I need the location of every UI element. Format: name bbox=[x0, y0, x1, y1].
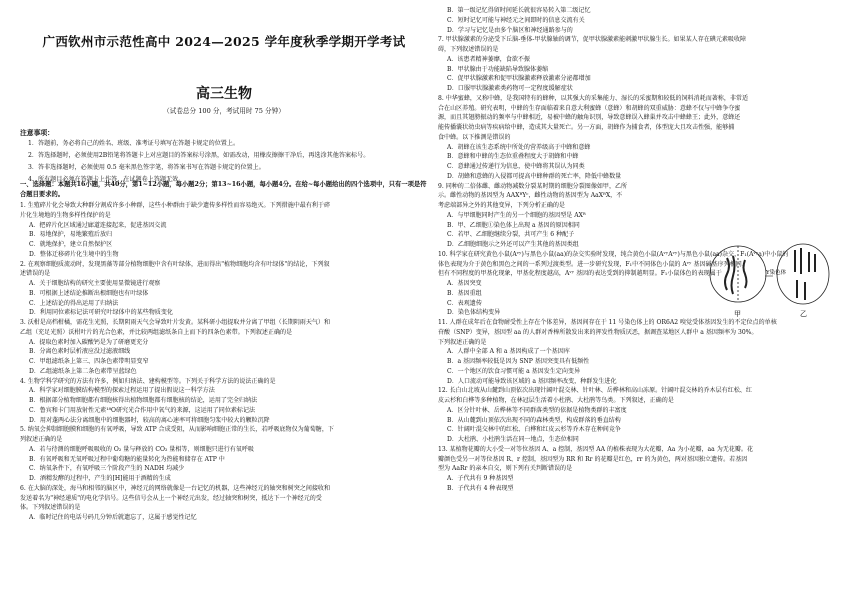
question-line: B．甲状腺由于功能缺陷导致腺体萎缩 bbox=[447, 65, 549, 73]
question-line: A．把碎片化区域通过廊道连接起来，促进基因交流 bbox=[29, 221, 167, 229]
notice-list bbox=[28, 138, 428, 186]
question-line: A．提取色素时加入碳酸钙是为了研磨更充分 bbox=[29, 338, 149, 346]
question-line: B．易地保护，易地繁殖后放归 bbox=[29, 231, 113, 239]
question-line: A．基因突变 bbox=[447, 280, 482, 287]
question-line: A．区分针叶林、岳桦林等不同群落类型的依据是植物类群的丰富度 bbox=[447, 406, 627, 414]
question-line: 考虑端部异之外的其他变异，下列分析正确的是 bbox=[438, 202, 565, 209]
question-line: 4. 生物学科学研究的方法有许多，例如归纳法、建构模型等。下列关于科学方法的说法正确的是 bbox=[20, 377, 276, 385]
question-line: 型为 AaRr 的亲本自交，则下列有关判断错误的是 bbox=[438, 465, 573, 473]
question-line: 6. 在大脑的深处，海马和相邻的脑区中，神经元的网络就像是一台记忆的机器，这些神经元的轴突和树突之间接收和 bbox=[20, 484, 331, 492]
question-line: 源，而且其翅膀振动的频率与中蜂相近，易被中蜂的触角识别，导致意蜂误入蜂巢并攻击中蜂蜂王；此外，意蜂还 bbox=[438, 114, 741, 122]
section-heading: 一、选择题：本题共16小题，共40分，第1~12小题，每小题2分；第13~16小题，每小题4分。在给~每小题给出的四个选项中，只有一项是符合题目要求的。 bbox=[20, 181, 427, 198]
question-line: B．根据部分植物细胞都有细胞核得出植物细胞都有细胞核的结论，运用了完全归纳法 bbox=[29, 397, 258, 404]
cell-division-figure bbox=[705, 236, 835, 318]
question-line: 食中蜂。以下推测是错误的 bbox=[438, 133, 511, 141]
question-line: 9. 同种的二倍体雌、雌动物减数分裂某时期的细胞分裂图像如甲，乙所 bbox=[438, 182, 628, 190]
question-line: 碍，下列叙述错误的是 bbox=[438, 46, 499, 53]
question-line: 11. 人群在成年后在食物耐受性上存在个体差异，基因间存在于 11 号染色体上的 OR6A2 嗅觉受体基因发生的不定位点的单核 bbox=[438, 319, 777, 326]
question-line: 合在山区养殖。研究表明，中蜂的生存面临着来自意大利蜜蜂（意蜂）和胡蜂的双重威胁：意蜂不仅与中蜂争夺蜜 bbox=[438, 104, 741, 112]
question-line: A．临时记住的电话号码几分钟后就遗忘了，这属于感觉性记忆 bbox=[29, 514, 197, 521]
question-line: C．上述结论的得出运用了归纳法 bbox=[29, 299, 119, 307]
question-line: A．关于细胞结构的研究主要使用显微镜进行观察 bbox=[29, 280, 161, 287]
question-line: B．a 基因频率较低是因为 SNP 基因突变具有低频性 bbox=[447, 358, 590, 365]
figure-label-a: 甲 bbox=[734, 310, 741, 318]
question-line: C．表观遗传 bbox=[447, 299, 482, 307]
question-line: 体色表现为介于黄色和黑色之间的一系列过渡类型。进一步研究发现，F₁中不同体色小鼠的 Aᵛʸ 基因碱基序列相同， bbox=[438, 260, 748, 268]
question-line: 列叙述正确的是 bbox=[20, 436, 63, 443]
question-line: B．第一级记忆得留时间延长就很容易转入第二级记忆 bbox=[447, 7, 591, 14]
question-line: D．胡蜂和意蜂的入侵都可提高中蜂种群的死亡率，降低中蜂数量 bbox=[447, 172, 622, 180]
question-line: B．基因重组 bbox=[447, 289, 482, 297]
left-column-questions bbox=[20, 201, 428, 523]
question-line: 5. 纳氧会抑制细胞膜和细胞的有氧呼吸，导致 ATP 合成受阻，从而影响细胞正常的生长，若呼吸底物仅为葡萄糖，下 bbox=[20, 426, 334, 434]
question-line: D．人口流动可能导致该区域的 a 基因频率改变，种群发生进化 bbox=[447, 377, 617, 385]
question-line: D．大杜鹃、小杜鹃生活在同一地点，生态位相同 bbox=[447, 436, 579, 443]
question-line: B．甲、乙细胞①染色体上出现 a 基因的原因相同 bbox=[447, 221, 580, 229]
question-line: D．整体迁移碎片化生境中的生物 bbox=[29, 250, 119, 258]
question-line: 片化生境地的生物多样性保护的是 bbox=[20, 211, 111, 219]
question-line: 7. 甲状腺激素的分泌受下丘脑-垂体-甲状腺轴的调节，促甲状腺激素能刺激甲状腺生长。如果某人存在碘元素吸收障 bbox=[438, 36, 747, 44]
question-line: 但有不同程度的甲基化现象，甲基化程度越高，Aᵛʸ 基因的表达受到的抑制越明显。F₁小鼠体色的表现属于 bbox=[438, 270, 722, 278]
question-line: A．该患者精神萎靡，食欲不振 bbox=[447, 55, 530, 63]
question-line: B．子代共有 4 种表现型 bbox=[447, 484, 514, 492]
figure-label-y: Y染色体 bbox=[766, 270, 787, 276]
question-line: C．纳氧条件下，有氧呼吸三个阶段产生的 NADH 均减少 bbox=[29, 465, 185, 473]
question-line: B．有氧呼吸和无氧呼吸过程中葡萄糖的能量转化为热能和储存在 ATP 中 bbox=[29, 455, 225, 463]
notice-item: 2．答选择题时，必须使用2B铅笔将答题卡上对应题目的答案标号涂黑，如需改动，用橡皮擦擦干净后，再选涂其他答案标号。 bbox=[28, 152, 370, 159]
question-line: B．分离色素时层析液应没过滤液细线 bbox=[29, 348, 131, 356]
notice-item: 1．答题前，务必将自己的姓名、班级、准考证号填写在答题卡规定的位置上。 bbox=[28, 140, 240, 147]
question-line: D．口服甲状腺激素类药物可一定程度缓解症状 bbox=[447, 85, 573, 92]
notice-item: 4．所有题目必须在答题卡上作答，在试题卷上答题无效。 bbox=[28, 176, 185, 183]
question-line: 体。下列叙述错误的是 bbox=[20, 504, 81, 512]
question-line: 下列叙述正确的是 bbox=[438, 338, 487, 346]
question-line: A．与甲细胞同时产生的另一个细胞的基因型是 AXᴮ bbox=[447, 211, 586, 219]
question-line: C．针阔叶混交林中的红松、白桦和红皮云杉等乔木存在种间竞争 bbox=[447, 426, 621, 434]
figure-label-b: 乙 bbox=[800, 310, 807, 318]
question-line: D．利用同位素标记法可研究叶绿体中的某些物质变化 bbox=[29, 309, 173, 317]
question-line: 1. 生殖碎片化会导致大种群分割成许多小种群，这些小种群由于缺少遗传多样性而容易绝灭。下列措施中最有利于碎 bbox=[20, 202, 331, 209]
subject-title: 高三生物 bbox=[196, 86, 252, 102]
question-line: 发送着名为"神经递质"的电化学信号。这些信号会从上一个神经元出发，经过轴突和树突，抵达下一个神经元的受 bbox=[20, 494, 322, 502]
notice-heading: 注意事项： bbox=[20, 129, 54, 137]
question-line: A．胡蜂在该生态系统中所处的营养级高于中蜂和意蜂 bbox=[447, 143, 591, 151]
question-line: D．酒精发酵的过程中，产生的[H]能用于酒精的生成 bbox=[29, 475, 171, 482]
question-line: B．可根据上述结论推断出根细胞也有叶绿体 bbox=[29, 289, 149, 297]
question-line: D．乙组滤纸条上第二条色素带呈蓝绿色 bbox=[29, 367, 137, 375]
question-line: 皮云杉和白桦等多种植物，在林冠层生活着小杜鹃、大杜鹃等鸟类。下列叙述，正确的是 bbox=[438, 397, 674, 404]
question-line: A．若与待测的细胞呼吸吸收的 O₂ 量与释放的 CO₂ 量相等，则细胞只进行有氧呼吸 bbox=[29, 445, 254, 453]
question-line: C．促甲状腺激素和促甲状腺激素释放激素分泌都增加 bbox=[447, 75, 591, 83]
question-line: D．乙细胞细胞示之外还可以产生其他的基因类组 bbox=[447, 241, 579, 248]
question-line: C．就地保护，建立自然保护区 bbox=[29, 241, 113, 248]
question-line: 示。雌性动物的基因型为 AAXᴮYᶜ，雌性动物的基因型为 AaXᴮX，不 bbox=[438, 192, 623, 200]
question-line: 10. 科学家在研究黄色小鼠(Aᵛʸ)与黑色小鼠(aa)的杂交实验时发现，纯合黄色小鼠(AᵛʸAᵛʸ)与黑色小鼠(aa)杂交，F₁(Aᵛʸa)中小鼠的 bbox=[438, 250, 789, 258]
exam-title: 广西钦州市示范性高中 2024—2025 学年度秋季学期开学考试 bbox=[42, 34, 406, 49]
question-line: 述错误的是 bbox=[20, 270, 51, 278]
question-line: 12. 长白山北坡从山麓到山顶依次出现针阔叶混交林、针叶林、岳桦林和高山冻原。针阔叶混交林的乔木层有红松、红 bbox=[438, 387, 752, 395]
question-line: D．学习与记忆是由多个脑区和神经通路参与的 bbox=[447, 26, 573, 34]
question-line: C．一个地区的饮食习惯可能 a 基因发生定向变异 bbox=[447, 367, 581, 375]
question-line: 8. 中华蜜蜂，又称中蜂，是我国特有的蜂种，以其强大的采集能力、湿长的采蜜期和较低的饲料消耗而著称，非常适 bbox=[438, 94, 749, 102]
question-line: B．从山麓到山顶依次出现不同的森林类型，构成群落的垂直结构 bbox=[447, 416, 621, 424]
question-line: D．染色体结构变异 bbox=[447, 309, 501, 317]
exam-meta: （试卷总分 100 分，考试用时 75 分钟） bbox=[163, 107, 285, 115]
question-line: D．用对蓬两心法分离细胞中的细胞器时，较高的离心速率可将细胞匀浆中较大的颗粒沉降 bbox=[29, 416, 270, 424]
notice-item: 3．答非选择题时，必须使用 0.5 毫米黑色签字笔，将答案书写在答题卡规定的位置上。 bbox=[28, 164, 265, 171]
question-line: 能传播囊状幼虫病等疾病给中蜂，造成其大量死亡。另一方面，胡蜂作为捕食者，体型庞大且攻击性强，能够捕 bbox=[438, 124, 735, 131]
question-line: C．短时记忆可能与神经元之间即时的信息交流有关 bbox=[447, 16, 585, 24]
question-line: 3. 沃柑是高档柑橘，需花生光照，长期阴雨天气会导致叶片发黄。某科研小组提取并分离了甲组（长期阴雨天气）和 bbox=[20, 319, 331, 326]
question-line: A．人群中全部 A 和 a 基因构成了一个基因库 bbox=[447, 348, 570, 356]
question-line: 乙组（充足光照）沃柑叶片的光合色素，并比较两组滤纸条自上而下的四条色素带。下列叙述正确的是 bbox=[20, 328, 293, 336]
question-line: C．若甲、乙细胞继续分裂，共可产生 6 种配子 bbox=[447, 231, 575, 239]
question-line: A．子代共有 9 种基因型 bbox=[447, 475, 514, 482]
question-line: C．鲁宾和卡门用放射性元素¹⁸O研究光合作用中氧气的来源，这运用了同位素标记法 bbox=[29, 406, 256, 414]
question-line: 2. 在观察细胞质流动时，发现黑藻等部分植物细胞中含有叶绿体，进而得出"植物细胞均含有叶绿体"的结论，下列叙 bbox=[20, 260, 330, 268]
question-line: C．甲组滤纸条上第三、四条色素带明显变窄 bbox=[29, 358, 149, 365]
question-line: 13. 某植物花瓣的大小受一对等位基因 A、a 控制，基因型 AA 的植株表现为大花瓣，Aa 为小花瓣，aa 为无花瓣。花 bbox=[438, 445, 753, 453]
question-line: 瓣颜色受另一对等位基因 R、r 控制，基因型为 RR 和 Rr 的花瓣是红色，rr 的为黄色，两对基因独立遗传。若基因 bbox=[438, 455, 748, 463]
question-line: B．意蜂和中蜂的生态位重叠程度大于胡蜂和中蜂 bbox=[447, 153, 579, 161]
question-line: C．意蜂通过传递行为信息，使中蜂将其误认为同类 bbox=[447, 163, 585, 170]
question-line: A．科学家对细胞膜结构模型的探索过程运用了提出假说这一科学方法 bbox=[29, 387, 215, 395]
question-line: 苷酸（SNP）变异，基因型 aa 的人群对香棒所散发出来的挥发性物质厌恶，据调查某地区人群中 a 基因频率为 30%。 bbox=[438, 328, 758, 336]
